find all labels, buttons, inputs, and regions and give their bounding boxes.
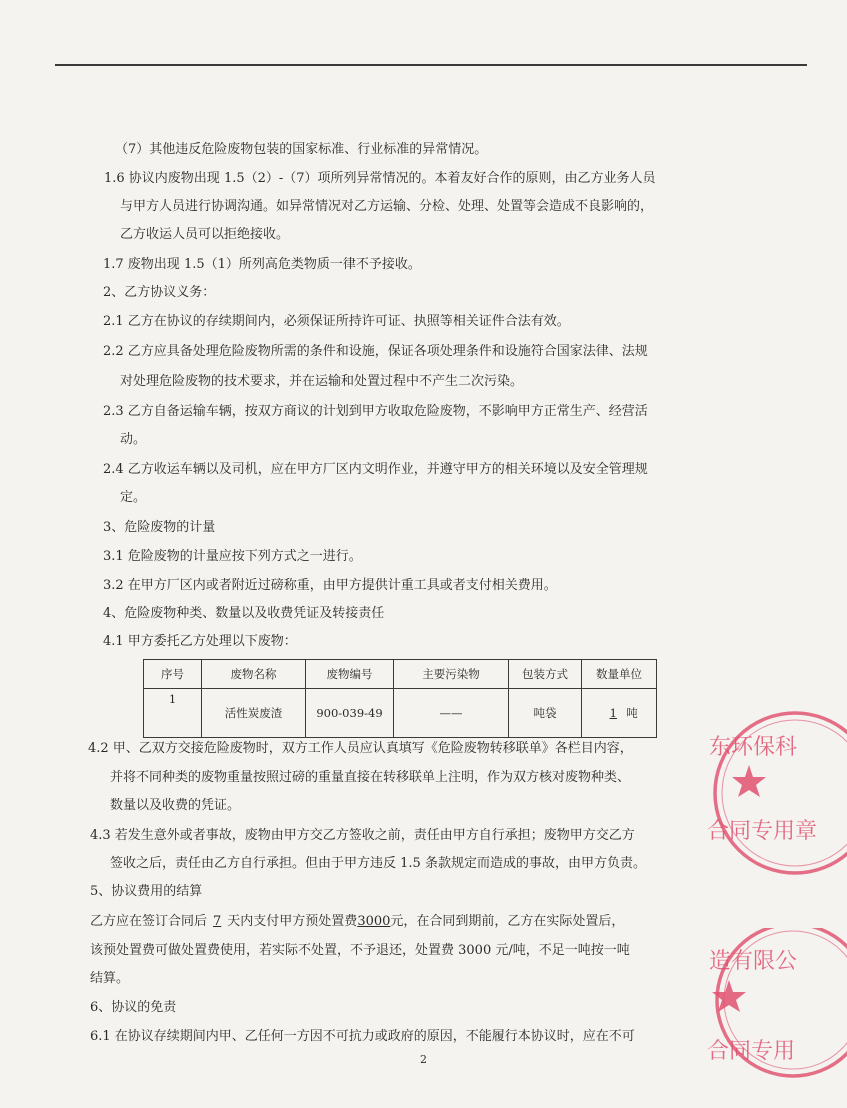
header-rule xyxy=(55,64,807,66)
clause-2-3: 2.3 乙方自备运输车辆，按双方商议的计划到甲方收取危险废物，不影响甲方正常生产、经营活 xyxy=(103,404,648,419)
svg-text:东环保科: 东环保科 xyxy=(709,735,798,760)
clause-1-6-cont: 乙方收运人员可以拒绝接收。 xyxy=(120,227,290,242)
clause-4-2-cont: 数量以及收费的凭证。 xyxy=(110,798,241,813)
settlement-cont: 结算。 xyxy=(90,971,130,986)
page-number: 2 xyxy=(420,1053,427,1066)
clause-4-2: 4.2 甲、乙双方交接危险废物时，双方工作人员应认真填写《危险废物转移联单》各栏目内容， xyxy=(88,741,633,756)
settlement-cont: 该预处置费可做处置费使用，若实际不处置，不予退还，处置费 3000 元/吨，不足一吨按一吨 xyxy=(90,943,630,958)
table-header: 序号 xyxy=(144,660,202,689)
clause-2-4: 2.4 乙方收运车辆以及司机，应在甲方厂区内文明作业，并遵守甲方的相关环境以及安全管理规 xyxy=(103,462,648,477)
company-seal-top xyxy=(695,708,847,878)
cell-pollutant: —— xyxy=(394,689,509,738)
clause-1-6: 1.6 协议内废物出现 1.5（2）-（7）项所列异常情况的。本着友好合作的原则，由乙方业务人员 xyxy=(104,171,656,186)
clause-1-7: 1.7 废物出现 1.5（1）所列高危类物质一律不予接收。 xyxy=(103,257,421,272)
section-4-heading: 4、危险废物种类、数量以及收费凭证及转接责任 xyxy=(103,606,385,621)
cell-no: 1 xyxy=(144,689,202,738)
cell-quantity xyxy=(582,689,657,738)
quantity-value: 1 xyxy=(609,706,617,720)
clause-6-1: 6.1 在协议存续期间内甲、乙任何一方因不可抗力或政府的原因，不能履行本协议时，应在不可 xyxy=(90,1029,635,1044)
table-header: 数量单位 xyxy=(582,660,657,689)
clause-1-5-7: （7）其他违反危险废物包装的国家标准、行业标准的异常情况。 xyxy=(115,142,488,157)
cell-waste-code: 900-039-49 xyxy=(306,689,394,738)
table-header: 包装方式 xyxy=(509,660,582,689)
clause-2-2: 2.2 乙方应具备处理危险废物所需的条件和设施，保证各项处理条件和设施符合国家法律、法规 xyxy=(103,344,648,359)
clause-2-1: 2.1 乙方在协议的存续期间内，必须保证所持许可证、执照等相关证件合法有效。 xyxy=(103,314,570,329)
settlement-amount: 3000 xyxy=(357,914,391,929)
cell-packaging: 吨袋 xyxy=(509,689,582,738)
table-row xyxy=(144,689,657,738)
settlement-suffix: 元，在合同到期前，乙方在实际处置后， xyxy=(390,914,625,929)
clause-2-4-cont: 定。 xyxy=(120,490,147,505)
section-5-heading: 5、协议费用的结算 xyxy=(90,884,203,899)
clause-4-3-cont: 签收之后，责任由乙方自行承担。但由于甲方违反 1.5 条款规定而造成的事故，由甲方负责。 xyxy=(110,856,646,871)
settlement-prefix: 乙方应在签订合同后 xyxy=(90,914,208,929)
clause-1-6-cont: 与甲方人员进行协调沟通。如异常情况对乙方运输、分检、处理、处置等会造成不良影响的， xyxy=(120,199,654,214)
section-2-heading: 2、乙方协议义务： xyxy=(103,285,216,300)
table-header-row xyxy=(144,660,657,689)
clause-4-2-cont: 并将不同种类的废物重量按照过磅的重量直接在转移联单上注明，作为双方核对废物种类、 xyxy=(110,770,631,785)
clause-4-1: 4.1 甲方委托乙方处理以下废物： xyxy=(103,634,297,649)
clause-3-1: 3.1 危险废物的计量应按下列方式之一进行。 xyxy=(103,549,362,564)
clause-2-2-cont: 对处理危险废物的技术要求，并在运输和处置过程中不产生二次污染。 xyxy=(120,374,524,389)
clause-2-3-cont: 动。 xyxy=(120,432,147,447)
table-header: 废物名称 xyxy=(202,660,306,689)
clause-3-2: 3.2 在甲方厂区内或者附近过磅称重，由甲方提供计重工具或者支付相关费用。 xyxy=(103,578,557,593)
table-header: 废物编号 xyxy=(306,660,394,689)
settlement-line xyxy=(90,914,624,930)
section-6-heading: 6、协议的免责 xyxy=(90,1000,177,1015)
table-header: 主要污染物 xyxy=(394,660,509,689)
quantity-unit: 吨 xyxy=(626,706,638,720)
cell-waste-name: 活性炭废渣 xyxy=(202,689,306,738)
svg-text:合同专用章: 合同专用章 xyxy=(707,819,818,844)
settlement-middle: 天内支付甲方预处置费 xyxy=(227,914,358,929)
waste-table xyxy=(143,659,657,738)
svg-text:合同专用: 合同专用 xyxy=(707,1039,796,1064)
settlement-days: 7 xyxy=(213,914,222,929)
clause-4-3: 4.3 若发生意外或者事故，废物由甲方交乙方签收之前，责任由甲方自行承担；废物甲方交乙方 xyxy=(90,828,635,843)
section-3-heading: 3、危险废物的计量 xyxy=(103,520,216,535)
svg-text:造有限公: 造有限公 xyxy=(709,949,798,974)
